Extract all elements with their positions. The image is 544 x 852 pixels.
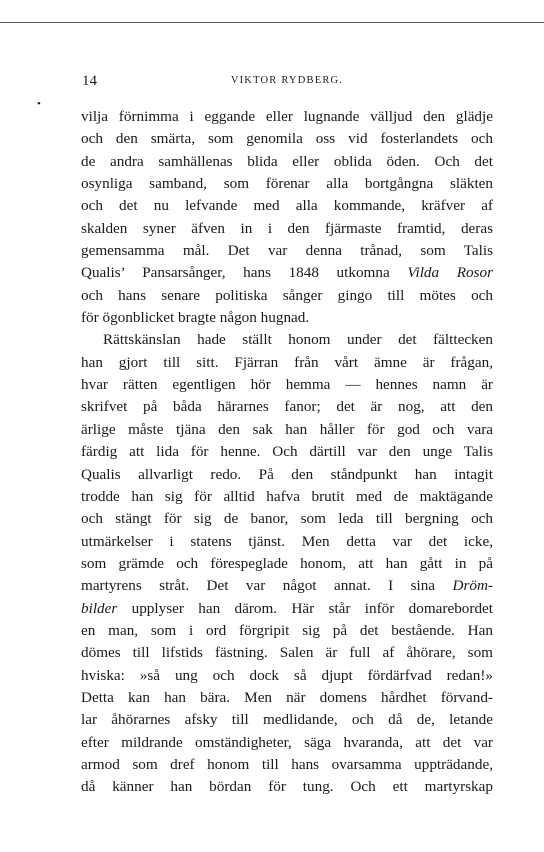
text-line	[81, 575, 493, 597]
text-line: en man, som i ord förgripit sig på det bestående. Han	[81, 621, 493, 639]
text-line: lar åhörarnes afsky till medlidande, och då de, letande	[81, 711, 493, 729]
text-segment: martyrens stråt. Det var något annat. I sina	[81, 577, 453, 595]
text-line: för ögonblicket bragte någon hugnad.	[81, 309, 310, 327]
text-segment: upplyser han därom. Här står inför domarebordet	[117, 599, 493, 617]
text-line: färdig att lida för henne. Och därtill var den unge Talis	[81, 443, 493, 461]
text-line: ärlige måste tjäna den sak han håller för god och vara	[81, 420, 493, 438]
text-line: och stängt för sig de banor, som leda till bergning och	[81, 510, 493, 528]
text-line: Qualis allvarligt redo. På den ståndpunkt han intagit	[81, 465, 493, 483]
text-line: gemensamma mål. Det var denna trånad, som Talis	[81, 242, 493, 260]
text-line: hviska: »så ung och dock så djupt fördärfvad redan!»	[81, 666, 493, 684]
page-header	[82, 73, 492, 91]
text-line	[81, 598, 493, 620]
text-line: utmärkelser i statens tjänst. Men detta var det icke,	[81, 532, 493, 550]
text-line: dömes till lifstids fästning. Salen är full af åhörare, som	[81, 644, 493, 662]
text-line: och den smärta, som genomila oss vid fosterlandets och	[81, 130, 493, 148]
text-line: armod som dref honom till hans ovarsamma uppträdande,	[81, 755, 493, 773]
text-line: trodde han sig för alltid hafva brutit med de maktägande	[81, 487, 493, 505]
text-line: och det nu lefvande med alla kommande, kräfver af	[81, 197, 493, 215]
body-text	[81, 106, 493, 799]
text-line: som grämde och förespeglade honom, att han gått in på	[81, 554, 493, 572]
text-line: Detta kan han bära. Men när domens hårdhet förvand-	[81, 688, 493, 706]
text-line: hvar rätten egentligen hör hemma — hennes namn är	[81, 376, 493, 394]
text-line	[81, 262, 493, 284]
page-number: 14	[82, 73, 97, 89]
text-line: skrifvet på båda härarnes fanor; det är nog, att den	[81, 398, 493, 416]
text-line: då känner han bördan för tung. Och ett martyrskap	[81, 778, 493, 796]
margin-mark: •	[37, 98, 41, 110]
italic-title: bilder	[81, 599, 118, 617]
text-line: osynliga samband, som förenar alla bortgångna släkten	[81, 175, 493, 193]
text-line: efter mildrande omständigheter, säga hvaranda, att det var	[81, 733, 493, 751]
italic-title: Dröm-	[452, 577, 493, 595]
text-line: Rättskänslan hade ställt honom under det fälttecken	[103, 331, 493, 349]
text-line: skalden syner äfven in i den fjärmaste framtid, deras	[81, 219, 493, 237]
top-rule	[0, 22, 544, 23]
text-line: och hans senare politiska sånger gingo till mötes och	[81, 286, 493, 304]
text-line: vilja förnimma i eggande eller lugnande välljud den glädje	[81, 108, 493, 125]
italic-title: Vilda Rosor	[407, 264, 494, 282]
running-head: VIKTOR RYDBERG.	[230, 75, 344, 86]
text-line: han gjort till sitt. Fjärran från vårt ämne är frågan,	[81, 353, 493, 371]
text-segment: Qualis’ Pansarsånger, hans 1848 utkomna	[81, 264, 408, 282]
text-line: de andra samhällenas blida eller oblida öden. Och det	[81, 152, 493, 170]
